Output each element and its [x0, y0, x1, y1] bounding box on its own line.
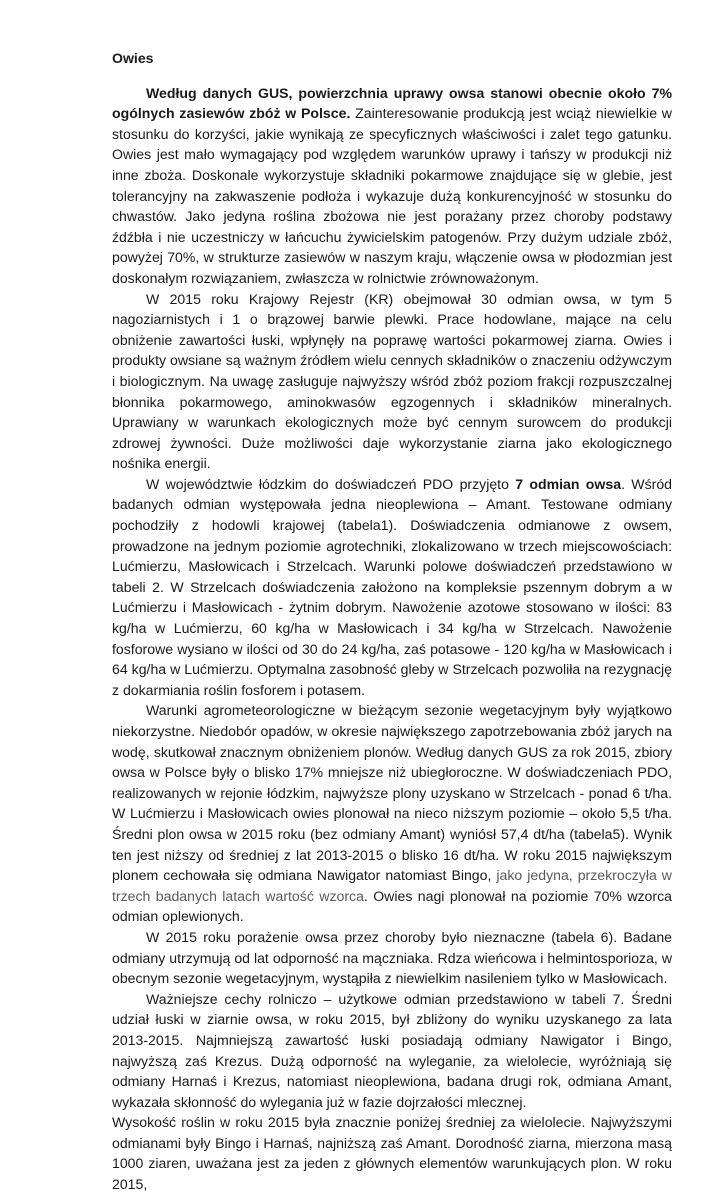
paragraph-register: W 2015 roku Krajowy Rejestr (KR) obejmował 30 odmian owsa, w tym 5 nagoziarnistych i 1 o brązowej barwie plewki. Prace hodowlane, mające na celu obniżenie zawartości łuski, wpłynęły na poprawę wartości pokarmowej ziarna. Owies i produkty owsiane są ważnym źródłem wielu cennych składników o znaczeniu odżywczym i biologicznym. Na uwagę zasługuje najwyższy wśród zbóż poziom frakcji rozpuszczalnej błonnika pokarmowego, aminokwasów egzogennych i składników mineralnych. Uprawiany w warunkach ekologicznych może być cennym surowcem do produkcji zdrowej żywności. Duże możliwości daje wykorzystanie ziarna jako ekologicznego nośnika energii.	[112, 290, 672, 472]
document-page	[112, 48, 672, 1195]
paragraph-experiments	[112, 474, 672, 701]
weather-text-a: Warunki agrometeorologiczne w bieżącym sezonie wegetacyjnym były wyjątkowo niekorzystne. Niedobór opadów, w okresie największego zapotrzebowania zbóż jarych na wodę, skutkował znacznym obniżeniem plonów. Według danych GUS za rok 2015, zbiory owsa w Polsce były o blisko 17% mniejsze niż ubiegłoroczne. W doświadczeniach PDO, realizowanych w rejonie łódzkim, najwyższe plony uzyskano w Strzelcach - ponad 6 t/ha. W Lućmierzu i Masłowicach owies plonował na nieco niższym poziomie – około 5,5 t/ha. Średni plon owsa w 2015 roku (bez odmiany Amant) wyniósł 57,4 dt/ha (tabela5). Wynik ten jest niższy od średniej z lat 2013-2015 o blisko 16 dt/ha. W roku 2015 największym plonem cechowała się odmiana Nawigator natomiast Bingo,	[112, 702, 672, 884]
weather-muted: jako jedyna, przekroczyła w trzech badanych latach wartość wzorca	[112, 867, 672, 904]
paragraph-diseases: W 2015 roku porażenie owsa przez choroby było nieznaczne (tabela 6). Badane odmiany utrzymują od lat odporność na mączniaka. Rdza wieńcowa i helmintosporioza, w obecnym sezonie wegetacyjnym, wystąpiła z niewielkim nasileniem tylko w Masłowicach.	[112, 928, 672, 987]
experiments-text-b: . Wśród badanych odmian występowała jedna nieoplewiona – Amant. Testowane odmiany pochodziły z hodowli krajowej (tabela1). Doświadczenia odmianowe z owsem, prowadzone na jednym poziomie agrotechniki, zlokalizowano w trzech miejscowościach: Lućmierzu, Masłowicach i Strzelcach. Warunki polowe doświadczeń przedstawiono w tabeli 2. W Strzelcach doświadczenia założono na kompleksie pszennym dobrym a w Lućmierzu i Masłowicach - żytnim dobrym. Nawożenie azotowe stosowano w ilości: 83 kg/ha w Lućmierzu, 60 kg/ha w Masłowicach i 34 kg/ha w Strzelcach. Nawożenie fosforowe wysiano w ilości od 30 do 24 kg/ha, zaś potasowe - 120 kg/ha w Masłowicach i 64 kg/ha w Lućmierzu. Optymalna zasobność gleby w Strzelcach pozwoliła na rezygnację z dokarmiania roślin fosforem i potasem.	[112, 475, 673, 698]
paragraph-weather	[112, 700, 672, 927]
section-heading: Owies	[112, 50, 154, 66]
paragraph-traits: Ważniejsze cechy rolniczo – użytkowe odmian przedstawiono w tabeli 7. Średni udział łuski w ziarnie owsa, w roku 2015, był zbliżony do wyniku uzyskanego za lata 2013-2015. Najmniejszą zawartość łuski posiadają odmiany Nawigator i Bingo, najwyższą zaś Krezus. Dużą odporność na wyleganie, za wielolecie, wyróżniają się odmiany Harnaś i Krezus, natomiast nieoplewiona, badana drugi rok, odmiana Amant, wykazała skłonność do wylegania już w fazie dojrzałości mlecznej.	[112, 990, 672, 1110]
experiments-text-a: W województwie łódzkim do doświadczeń PDO przyjęto	[146, 475, 516, 492]
weather-text-b: . Owies nagi plonował na poziomie 70% wzorca odmian oplewionych.	[112, 887, 672, 925]
intro-text: Zainteresowanie produkcją jest wciąż niewielkie w stosunku do korzyści, jakie wynikają ze specyficznych właściwości i zalet tego gatunku. Owies jest mało wymagający pod względem warunków uprawy i tańszy w produkcji niż inne zboża. Doskonale wykorzystuje składniki pokarmowe znajdujące się w glebie, jest tolerancyjny na zakwaszenie podłoża i wykazuje dużą konkurencyjność w stosunku do chwastów. Jako jedyna roślina zbożowa nie jest porażany przez choroby podstawy źdźbła i nie uczestniczy w łańcuchu żywicielskim patogenów. Przy dużym udziale zbóż, powyżej 70%, w strukturze zasiewów w naszym kraju, włączenie owsa w płodozmian jest doskonałym rozwiązaniem, zwłaszcza w rolnictwie zrównoważonym.	[112, 105, 672, 286]
paragraph-height: Wysokość roślin w roku 2015 była znacznie poniżej średniej za wielolecie. Najwyższymi odmianami były Bingo i Harnaś, najniższą zaś Amant. Dorodność ziarna, mierzona masą 1000 ziaren, uważana jest za jeden z głównych elementów warunkujących plon. W roku 2015,	[112, 1114, 672, 1193]
experiments-bold: 7 odmian owsa	[515, 475, 622, 492]
intro-bold-sentence: Według danych GUS, powierzchnia uprawy owsa stanowi obecnie około 7% ogólnych zasiewów zbóż w Polsce.	[112, 84, 672, 122]
paragraph-intro	[112, 83, 672, 289]
